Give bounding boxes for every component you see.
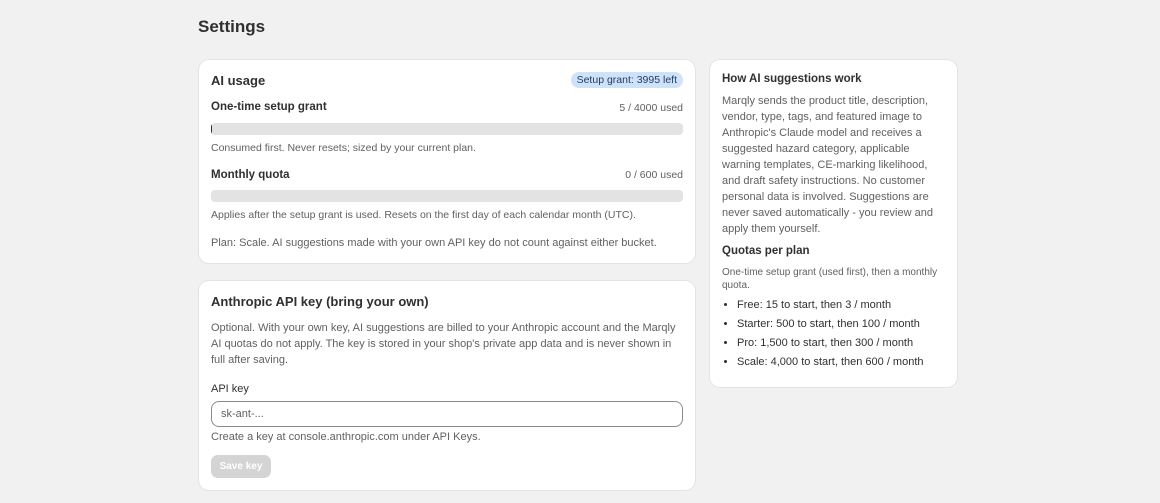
monthly-quota-note: Applies after the setup grant is used. Resets on the first day of each calendar month (UTC). <box>211 209 636 221</box>
page-title: Settings <box>198 17 266 36</box>
monthly-quota-progress-bar <box>211 190 683 202</box>
api-key-help: Create a key at console.anthropic.com under API Keys. <box>211 431 481 443</box>
monthly-quota-title: Monthly quota <box>211 169 290 181</box>
api-key-description: Optional. With your own key, AI suggestions are billed to your Anthropic account and the Marqly AI quotas do not apply. The key is stored in your shop's private app data and is never shown in full after saving. <box>211 322 676 366</box>
setup-grant-count: 5 / 4000 used <box>619 102 683 114</box>
how-title: How AI suggestions work <box>722 73 862 85</box>
quota-item-starter: • Starter: 500 to start, then 100 / month <box>737 315 924 334</box>
setup-grant-badge: Setup grant: 3995 left <box>571 72 683 88</box>
quotas-list <box>722 296 924 372</box>
api-key-title: Anthropic API key (bring your own) <box>211 294 429 309</box>
quota-item-scale: • Scale: 4,000 to start, then 600 / month <box>737 353 924 372</box>
setup-grant-title: One-time setup grant <box>211 101 327 113</box>
api-key-field-label: API key <box>211 383 249 395</box>
api-key-card <box>199 281 695 490</box>
plan-note: Plan: Scale. AI suggestions made with your own API key do not count against either bucket. <box>211 237 657 249</box>
setup-grant-progress-bar <box>211 123 683 135</box>
quotas-title: Quotas per plan <box>722 245 810 257</box>
quota-item-pro: • Pro: 1,500 to start, then 300 / month <box>737 334 924 353</box>
api-key-input[interactable] <box>211 401 683 427</box>
how-description: Marqly sends the product title, description, vendor, type, tags, and featured image to Anthropic's Claude model and receives a suggested hazard category, applicable warning templates, CE-marking likelihood, and draft safety instructions. No customer personal data is involved. Suggestions are never saved automatically - you review and apply them yourself. <box>722 95 933 235</box>
setup-grant-note: Consumed first. Never resets; sized by your current plan. <box>211 142 476 154</box>
how-ai-suggestions-card <box>710 60 957 387</box>
save-key-button[interactable]: Save key <box>211 455 271 478</box>
ai-usage-title: AI usage <box>211 73 266 88</box>
monthly-quota-count: 0 / 600 used <box>625 169 683 181</box>
ai-usage-card <box>199 60 695 263</box>
quotas-note: One-time setup grant (used first), then a monthly quota. <box>722 267 938 291</box>
setup-grant-progress-fill <box>211 123 212 135</box>
quota-item-free: • Free: 15 to start, then 3 / month <box>737 296 924 315</box>
